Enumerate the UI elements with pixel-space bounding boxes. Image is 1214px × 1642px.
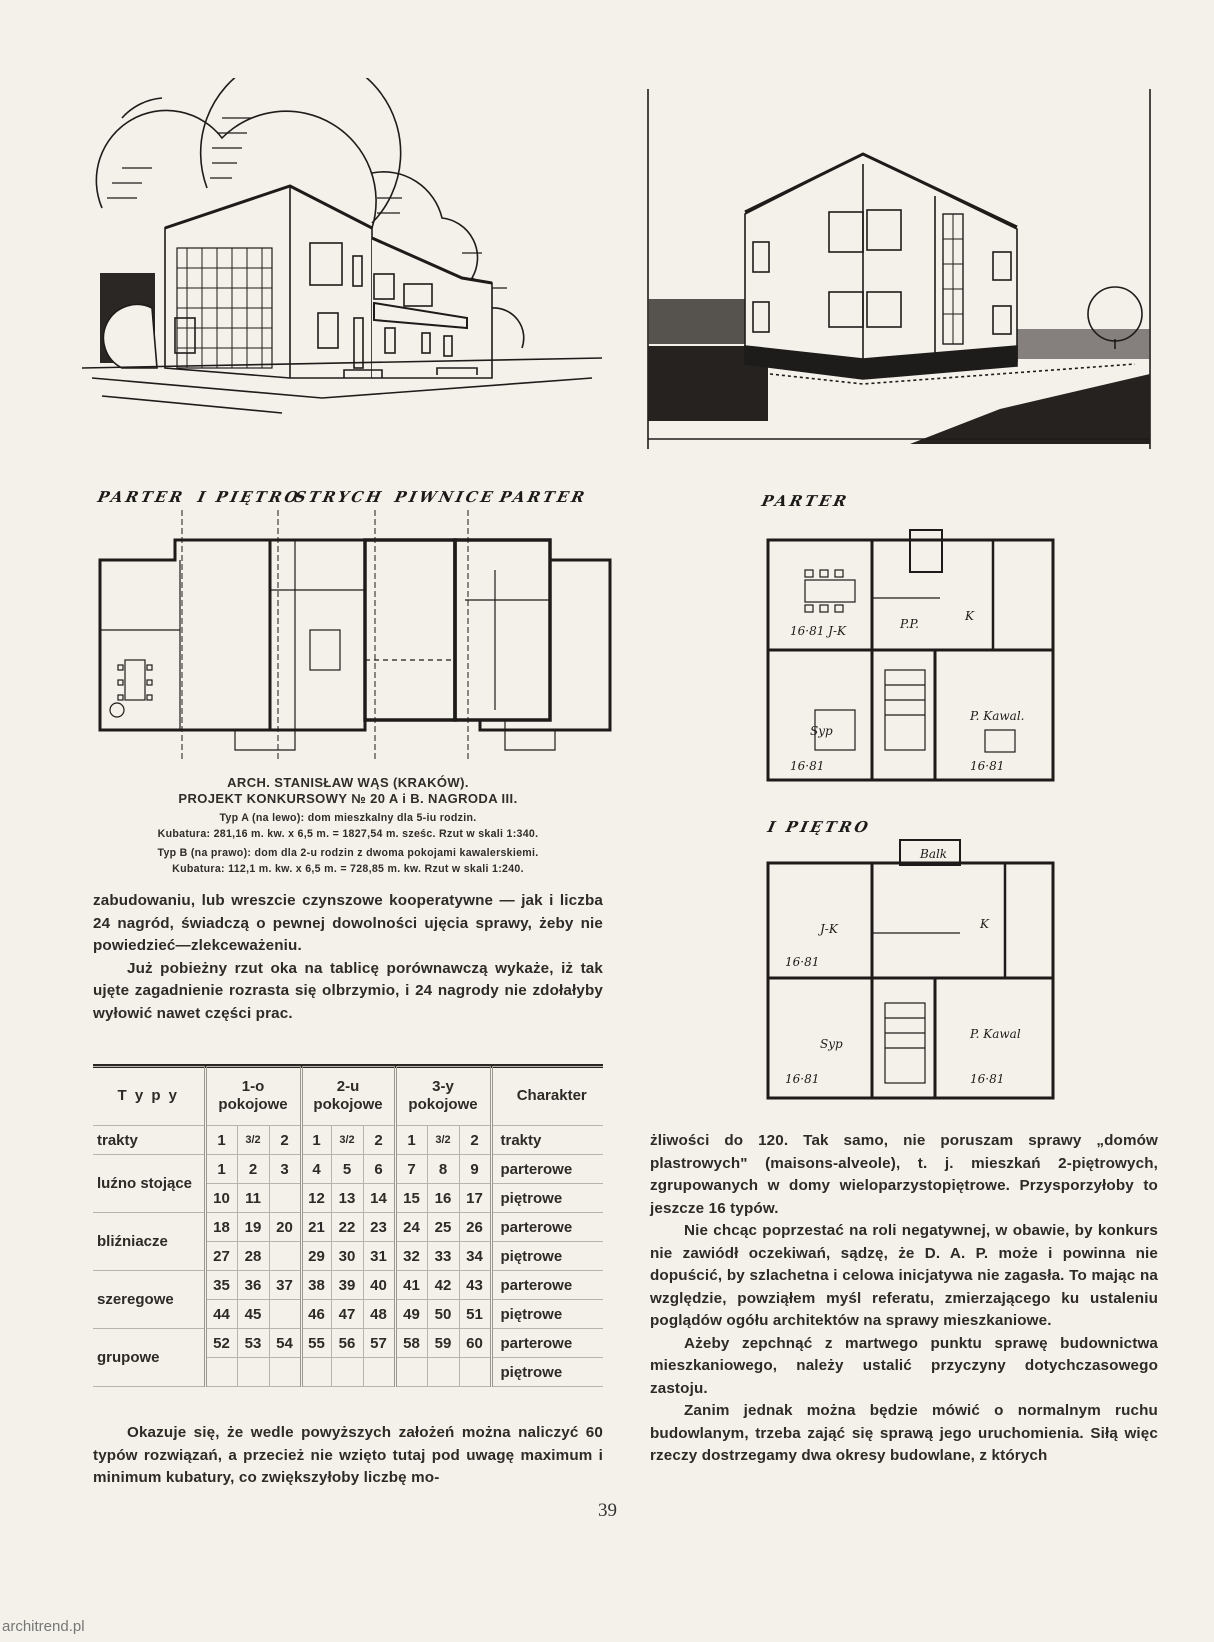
perspective-drawing-type-b [645,84,1163,449]
table-cell: 35 [205,1271,237,1300]
table-cell [269,1184,301,1213]
room-label-kitchen-first: K [980,917,989,931]
table-cell: 13 [331,1184,363,1213]
plan-label-first-floor: I PIĘTRO [196,488,303,506]
table-cell: 37 [269,1271,301,1300]
table-cell: 60 [459,1329,491,1358]
table-cell: 18 [205,1213,237,1242]
table-cell: 56 [331,1329,363,1358]
table-cell: 21 [301,1213,331,1242]
room-area-bedroom: 16·81 [790,759,825,773]
table-cell: 12 [301,1184,331,1213]
table-cell [331,1358,363,1387]
table-cell: 33 [427,1242,459,1271]
table-cell: 15 [395,1184,427,1213]
table-cell: 34 [459,1242,491,1271]
caption-project: PROJEKT KONKURSOWY № 20 A i B. NAGRODA III. [178,791,518,806]
row-character: piętrowe [491,1242,603,1271]
caption-type-a: Typ A (na lewo): dom mieszkalny dla 5-iu rodzin. [219,812,477,824]
plan-label-ground-floor-left: PARTER [96,488,188,506]
table-cell: 49 [395,1300,427,1329]
table-cell: 19 [237,1213,269,1242]
row-group-label: grupowe [93,1329,205,1387]
room-area-bachelor-room: 16·81 [970,759,1005,773]
room-label-balcony: Balk [920,847,948,861]
table-cell: 25 [427,1213,459,1242]
room-label-bedroom: Syp [810,724,833,738]
table-cell [301,1358,331,1387]
table-cell: 42 [427,1271,459,1300]
table-cell: 3/2 [237,1126,269,1155]
table-cell: 14 [363,1184,395,1213]
table-cell: 32 [395,1242,427,1271]
table-cell: 51 [459,1300,491,1329]
table-cell: 10 [205,1184,237,1213]
plan-label-attic: STRYCH [293,488,386,506]
caption-type-b-volume: Kubatura: 112,1 m. kw. x 6,5 m. = 728,85 m. kw. Rzut w skali 1:240. [172,863,524,875]
table-cell: 41 [395,1271,427,1300]
table-cell: 3 [269,1155,301,1184]
header-one-room-count: 1-o [241,1078,265,1095]
row-character: piętrowe [491,1300,603,1329]
table-cell: 2 [363,1126,395,1155]
room-label-bachelor-room: P. Kawal. [970,709,1025,723]
caption-type-b: Typ B (na prawo): dom dla 2-u rodzin z dwoma pokojami kawalerskiemi. [157,847,539,859]
plan-label-cellar: PIWNICE [393,488,498,506]
header-one-room-label: pokojowe [218,1096,288,1113]
table-cell [205,1358,237,1387]
header-two-room-label: pokojowe [313,1096,383,1113]
table-row [93,1213,603,1242]
table-cell: 45 [237,1300,269,1329]
plan-label-ground-floor-right: PARTER [498,488,590,506]
table-cell: 36 [237,1271,269,1300]
caption-type-a-volume: Kubatura: 281,16 m. kw. x 6,5 m. = 1827,54 m. sześc. Rzut w skali 1:340. [157,828,539,840]
table-cell: 6 [363,1155,395,1184]
plan-label-b-first-floor: I PIĘTRO [766,818,873,836]
table-cell: 58 [395,1329,427,1358]
left-column-text-bottom [93,1422,603,1490]
row-character: piętrowe [491,1184,603,1213]
page-number: 39 [598,1500,617,1521]
table-cell: 20 [269,1213,301,1242]
table-cell: 44 [205,1300,237,1329]
table-cell: 55 [301,1329,331,1358]
table-cell: 50 [427,1300,459,1329]
header-three-room-label: pokojowe [408,1096,478,1113]
paragraph: żliwości do 120. Tak samo, nie poruszam sprawy „domów plastrowych" (maisons-alveole), t. j. mieszkań 2-piętrowych, zgrupowanych w domy wieloparzystopiętrowe. Przysporzyłoby to jeszcze 16 typów. [650,1132,1158,1217]
table-cell: 30 [331,1242,363,1271]
table-cell [363,1358,395,1387]
plan-label-b-ground-floor: PARTER [760,492,852,510]
room-label-hall: P.P. [900,617,919,631]
table-cell: 40 [363,1271,395,1300]
table-row [93,1329,603,1358]
room-area-bedroom-first: 16·81 [785,1072,820,1086]
floor-plan-type-b-first [760,838,1060,1100]
caption-architect: ARCH. STANISŁAW WĄS (KRAKÓW). [227,775,469,790]
table-cell: 29 [301,1242,331,1271]
paragraph: zabudowaniu, lub wreszcie czynszowe kooperatywne — jak i liczba 24 nagród, świadczą o pewnej dowolności ujęcia sprawy, żeby nie powiedzieć—zlekceważeniu. [93,892,603,954]
room-label-bachelor-first: P. Kawal [970,1027,1021,1041]
table-cell: 1 [395,1126,427,1155]
table-cell: 52 [205,1329,237,1358]
table-cell: 48 [363,1300,395,1329]
table-cell: 1 [205,1155,237,1184]
room-label-dining: 16·81 J-K [790,624,846,638]
paragraph: Ażeby zepchnąć z martwego punktu sprawę budownictwa mieszkaniowego, należy ustalić przyczyny dotychczasowego zastoju. [650,1334,1158,1397]
table-cell: 3/2 [427,1126,459,1155]
watermark: architrend.pl [2,1618,85,1635]
figure-caption [88,775,608,877]
row-group-label: szeregowe [93,1271,205,1329]
table-cell: 46 [301,1300,331,1329]
table-cell: 38 [301,1271,331,1300]
right-column-text [650,1130,1158,1468]
room-label-bedroom-first: Syp [820,1037,843,1051]
floor-plan-type-a [85,510,615,760]
table-cell: 8 [427,1155,459,1184]
table-cell [459,1358,491,1387]
table-row [93,1155,603,1184]
header-three-room-count: 3-y [432,1078,454,1095]
header-one-room [205,1067,301,1126]
table-cell: 59 [427,1329,459,1358]
paragraph: Nie chcąc poprzestać na roli negatywnej, w obawie, by konkurs nie zawiódł oczekiwań, sądzę, że D. A. P. może i powinna nie dopuścić, by szlachetna i celowa inicjatywa nie zagasła. To mając na względzie, powziąłem myśl referatu, zmierzającego ku ustaleniu poglądów ogółu architektów na sprawy mieszkaniowe. [650,1222,1158,1329]
row-character: parterowe [491,1155,603,1184]
header-two-room-count: 2-u [336,1078,360,1095]
table-cell: 54 [269,1329,301,1358]
table-cell: 26 [459,1213,491,1242]
table-cell: 1 [205,1126,237,1155]
row-character: parterowe [491,1271,603,1300]
types-comparison-table [93,1066,603,1387]
perspective-drawing-type-a [82,78,602,418]
table-cell: 28 [237,1242,269,1271]
table-cell: 39 [331,1271,363,1300]
table-row-trakty [93,1126,603,1155]
table-cell: 57 [363,1329,395,1358]
table-cell: 4 [301,1155,331,1184]
table-cell [269,1242,301,1271]
table-cell: 3/2 [331,1126,363,1155]
header-types: T y p y [93,1067,205,1126]
row-character: parterowe [491,1213,603,1242]
room-area-living: 16·81 [785,955,820,969]
table-cell [237,1358,269,1387]
table-cell: 2 [459,1126,491,1155]
table-header-row [93,1067,603,1126]
row-group-label: bliźniacze [93,1213,205,1271]
table-cell: 31 [363,1242,395,1271]
paragraph: Już pobieżny rzut oka na tablicę porównawczą wykaże, iż tak ujęte zagadnienie rozrasta się olbrzymio, i 24 nagrody nie zdołałyby wyłowić nawet części prac. [93,959,603,1022]
table-cell [269,1358,301,1387]
row-group-label: luźno stojące [93,1155,205,1213]
table-cell: 9 [459,1155,491,1184]
table-cell: 53 [237,1329,269,1358]
row-character: parterowe [491,1329,603,1358]
header-two-room [301,1067,395,1126]
table-cell: 47 [331,1300,363,1329]
table-cell [269,1300,301,1329]
table-row [93,1271,603,1300]
row-character: piętrowe [491,1358,603,1387]
table-cell: 17 [459,1184,491,1213]
table-cell: 24 [395,1213,427,1242]
table-cell [427,1358,459,1387]
table-cell: 16 [427,1184,459,1213]
floor-plan-type-b-ground [760,510,1060,790]
row-label: trakty [93,1126,205,1155]
row-character: trakty [491,1126,603,1155]
paragraph: Okazuje się, że wedle powyższych założeń można naliczyć 60 typów rozwiązań, a przecież nie wzięto tutaj pod uwagę maximum i minimum kubatury, co zwiększyłoby liczbę mo- [93,1424,603,1486]
table-cell: 5 [331,1155,363,1184]
header-three-room [395,1067,491,1126]
table-cell: 22 [331,1213,363,1242]
header-character: Charakter [491,1067,603,1126]
table-cell: 11 [237,1184,269,1213]
table-cell: 2 [237,1155,269,1184]
table-cell: 1 [301,1126,331,1155]
room-label-living: J-K [820,922,838,936]
left-column-text-top [93,890,603,1025]
room-area-bachelor-first: 16·81 [970,1072,1005,1086]
room-label-kitchen: K [965,609,974,623]
table-cell: 23 [363,1213,395,1242]
table-cell: 2 [269,1126,301,1155]
table-cell: 7 [395,1155,427,1184]
paragraph: Zanim jednak można będzie mówić o normalnym ruchu budowlanym, trzeba zająć się sprawą jego uruchomienia. Siłą więc rzeczy dostrzegamy dwa okresy budowlane, z których [650,1402,1158,1464]
table-cell: 43 [459,1271,491,1300]
table-cell: 27 [205,1242,237,1271]
table-cell [395,1358,427,1387]
